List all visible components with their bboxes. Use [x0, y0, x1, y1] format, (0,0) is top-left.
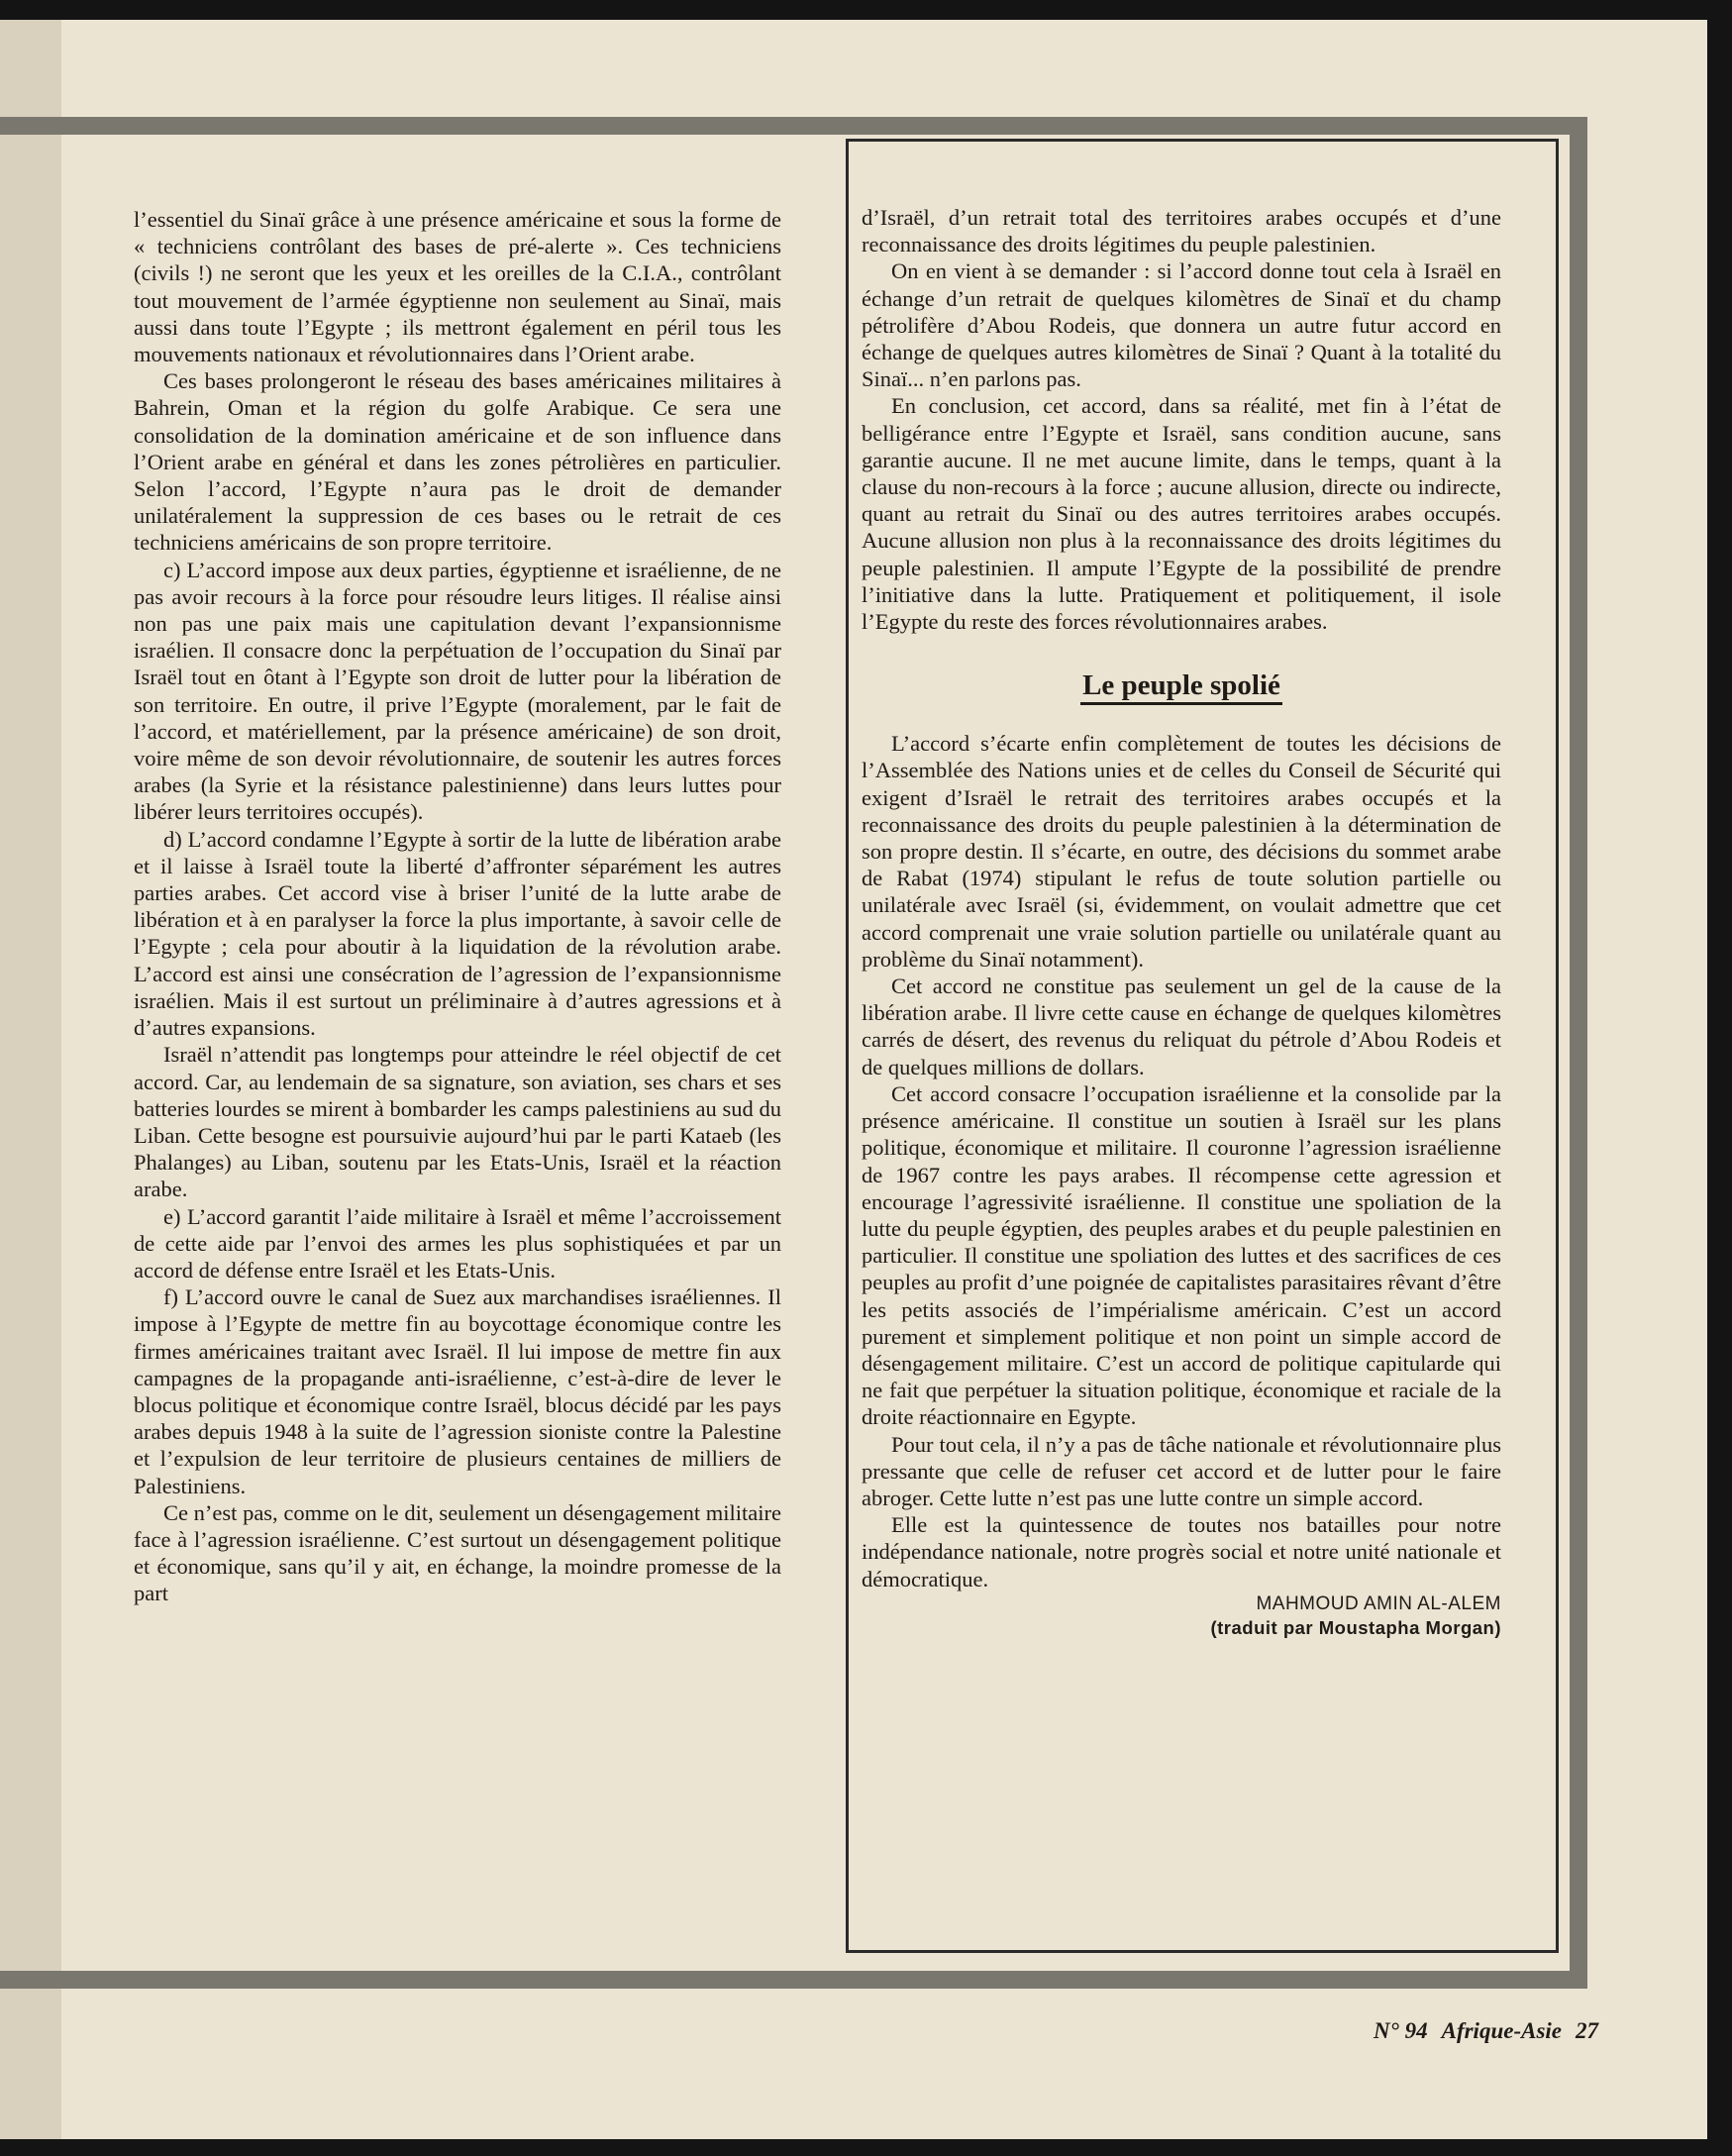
section-heading — [862, 668, 1501, 702]
paragraph: d’Israël, d’un retrait total des territoires arabes occupés et d’une reconnaissance des droits légitimes du peuple palestinien. — [862, 205, 1501, 257]
paragraph: En conclusion, cet accord, dans sa réalité, met fin à l’état de belligérance entre l’Egypte et Israël, sans condition aucune, sans garantie aucune. Il ne met aucune limite, dans le temps, quant à la clause du non-recours à la force ; aucune allusion, directe ou indirecte, quant au retrait du Sinaï ou des autres territoires arabes occupés. Aucune allusion non plus à la reconnaissance des droits légitimes du peuple palestinien. Il ampute l’Egypte de la possibilité de prendre l’initiative dans la lutte. Pratiquement et politiquement, il isole l’Egypte du reste des forces révolutionnaires arabes. — [862, 393, 1501, 635]
right-column — [862, 204, 1501, 1640]
translator-credit: (traduit par Moustapha Morgan) — [1210, 1616, 1501, 1638]
author-signature: MAHMOUD AMIN AL-ALEM — [1256, 1592, 1501, 1614]
paragraph: Ce n’est pas, comme on le dit, seulement un désengagement militaire face à l’agression israélienne. C’est surtout un désengagement politique et économique, sans qu’il y ait, en échange, la moindre promesse de la part — [134, 1499, 781, 1606]
paragraph: Pour tout cela, il n’y a pas de tâche nationale et révolutionnaire plus pressante que celle de refuser cet accord et de lutter pour le faire abroger. Cette lutte n’est pas une lutte contre un simple accord. — [862, 1431, 1501, 1510]
section-heading-text: Le peuple spolié — [1080, 669, 1282, 705]
issue-number: N° 94 — [1374, 2018, 1428, 2043]
magazine-name: Afrique-Asie — [1441, 2018, 1562, 2043]
paragraph: l’essentiel du Sinaï grâce à une présence américaine et sous la forme de « techniciens contrôlant des bases de pré-alerte ». Ces techniciens (civils !) ne seront que les yeux et les oreilles de la C.I.A., contrôlant tout mouvement de l’armée égyptienne non seulement au Sinaï, mais aussi dans toute l’Egypte ; ils mettront également en péril tous les mouvements nationaux et révolutionnaires dans l’Orient arabe. — [134, 207, 781, 367]
paragraph: Cet accord consacre l’occupation israélienne et la consolide par la présence américaine. Il constitue un soutien à Israël sur les plans politique, économique et militaire. Il couronne l’agression israélienne de 1967 contre les pays arabes. Il récompense cette agression et encourage l’agressivité israélienne. Il constitue une spoliation de la lutte du peuple égyptien, des peuples arabes et du peuple palestinien en particulier. Il constitue une spoliation des luttes et des sacrifices de ces peuples au profit d’une poignée de capitalistes parasitaires rêvant d’être les petits associés de l’impérialisme américain. C’est un accord purement et simplement politique et non point un simple accord de désengagement militaire. C’est un accord de politique capitularde qui ne fait que perpétuer la situation politique, économique et raciale de la droite réactionnaire en Egypte. — [862, 1080, 1501, 1430]
paragraph: e) L’accord garantit l’aide militaire à Israël et même l’accroissement de cette aide par l’envoi des armes les plus sophistiquées et par un accord de défense entre Israël et les Etats-Unis. — [134, 1203, 781, 1283]
paragraph: Israël n’attendit pas longtemps pour atteindre le réel objectif de cet accord. Car, au lendemain de sa signature, son aviation, ses chars et ses batteries lourdes se mirent à bombarder les camps palestiniens au sud du Liban. Cette besogne est poursuivie aujourd’hui par le parti Kataeb (les Phalanges) au Liban, soutenu par les Etats-Unis, Israël et la réaction arabe. — [134, 1042, 781, 1202]
page-footer — [1360, 2018, 1598, 2044]
paragraph: f) L’accord ouvre le canal de Suez aux marchandises israéliennes. Il impose à l’Egypte de mettre fin au boycottage économique contre les firmes américaines traitant avec Israël. Il lui impose de mettre fin aux campagnes de la propagande anti-israélienne, c’est-à-dire de lever le blocus politique et économique contre Israël, blocus décidé par les pays arabes depuis 1948 à la suite de l’agression sioniste contre la Palestine et l’expulsion de leur territoire de plusieurs centaines de milliers de Palestiniens. — [134, 1284, 781, 1498]
left-column — [134, 206, 781, 1607]
paragraph: L’accord s’écarte enfin complètement de toutes les décisions de l’Assemblée des Nations unies et de celles du Conseil de Sécurité qui exigent d’Israël le retrait des territoires arabes occupés et la reconnaissance des droits du peuple palestinien à la détermination de son propre destin. Il s’écarte, en outre, des décisions du sommet arabe de Rabat (1974) stipulant le refus de toute solution partielle ou unilatérale avec Israël (si, évidemment, on voulait admettre que cet accord comprenait une vraie solution partielle ou unilatérale quant au problème du Sinaï notamment). — [862, 731, 1501, 972]
paragraph: c) L’accord impose aux deux parties, égyptienne et israélienne, de ne pas avoir recours à la force pour résoudre leurs litiges. Il réalise ainsi non pas une paix mais une capitulation devant l’expansionnisme israélien. Il consacre donc la perpétuation de l’occupation du Sinaï par Israël tout en ôtant à l’Egypte son droit de lutter pour la libération de son territoire. En outre, il prive l’Egypte (moralement, par le fait de l’accord, et matériellement, par la présence américaine) de son droit, voire même de son devoir révolutionnaire, de soutenir les autres forces arabes (la Syrie et la résistance palestinienne) dans leurs luttes pour libérer leurs territoires occupés). — [134, 557, 781, 825]
paragraph: Elle est la quintessence de toutes nos batailles pour notre indépendance nationale, notre progrès social et notre unité nationale et démocratique. — [862, 1512, 1501, 1591]
paragraph: On en vient à se demander : si l’accord donne tout cela à Israël en échange d’un retrait de quelques kilomètres de Sinaï et du champ pétrolifère d’Abou Rodeis, que donnera un autre futur accord en échange de quelques autres kilomètres de Sinaï ? Quant à la totalité du Sinaï... n’en parlons pas. — [862, 258, 1501, 392]
paragraph: Cet accord ne constitue pas seulement un gel de la cause de la libération arabe. Il livre cette cause en échange de quelques kilomètres carrés de désert, des revenus du reliquat du pétrole d’Abou Rodeis et de quelques millions de dollars. — [862, 974, 1501, 1079]
decorative-frame-right — [1570, 117, 1587, 1989]
paragraph: Ces bases prolongeront le réseau des bases américaines militaires à Bahrein, Oman et la région du golfe Arabique. Ce sera une consolidation de la domination américaine et de son influence dans l’Orient arabe en général et dans les zones pétrolières en particulier. Selon l’accord, l’Egypte n’aura pas le droit de demander unilatéralement la suppression de ces bases ou le retrait de ces techniciens américains de son propre territoire. — [134, 368, 781, 556]
page-number: 27 — [1576, 2018, 1598, 2043]
paragraph: d) L’accord condamne l’Egypte à sortir de la lutte de libération arabe et il laisse à Israël toute la liberté d’affronter séparément les autres parties arabes. Cet accord vise à briser l’unité de la lutte arabe de libération et à en paralyser la force la plus importante, à savoir celle de l’Egypte ; cela pour aboutir à la liquidation de la révolution arabe. L’accord est ainsi une consécration de l’agression de l’expansionnisme israélien. Mais il est surtout un préliminaire à d’autres agressions et à d’autres expansions. — [134, 826, 781, 1041]
